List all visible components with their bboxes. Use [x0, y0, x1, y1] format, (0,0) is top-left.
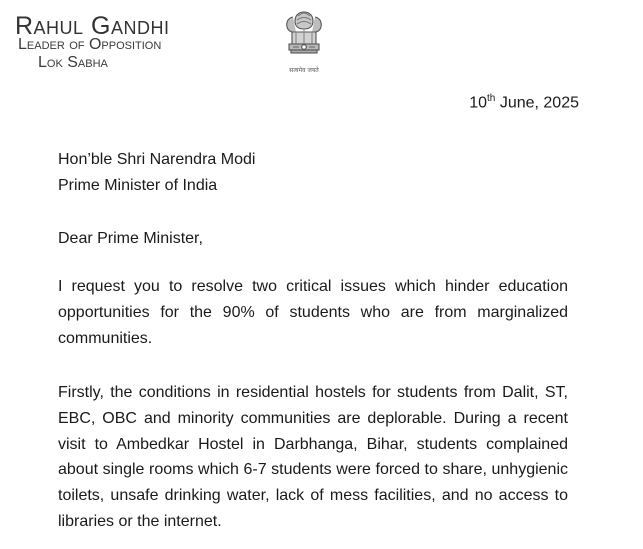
- recipient-block: [58, 147, 568, 199]
- paragraph: I request you to resolve two critical issues which hinder education opportunities for the 90% of students who are from marginalized communities.: [58, 278, 568, 347]
- date-rest: June, 2025: [495, 94, 579, 112]
- letterhead-role: Leader of Opposition: [18, 36, 162, 53]
- recipient-title: Prime Minister of India: [58, 176, 218, 194]
- recipient-name: Hon’ble Shri Narendra Modi: [58, 151, 256, 168]
- letter-date: [469, 93, 579, 112]
- letterhead-house: Lok Sabha: [38, 54, 108, 71]
- paragraph: Firstly, the conditions in residential hostels for students from Dalit, ST, EBC, OBC and minority communities are deplorable. During a recent visit to Ambedkar Hostel in Darbhanga, Bihar, students complained about single rooms which 6-7 students were forced to share, unhygienic toilets, unsafe drinking water, lack of mess facilities, and no access to libraries or the internet.: [58, 384, 568, 530]
- date-suffix: th: [487, 93, 496, 104]
- salutation: Dear Prime Minister,: [58, 230, 203, 247]
- letterhead-name: Rahul Gandhi: [15, 12, 170, 40]
- date-day: 10: [469, 94, 488, 112]
- emblem-motto: सत्यमेव जयते: [289, 67, 319, 74]
